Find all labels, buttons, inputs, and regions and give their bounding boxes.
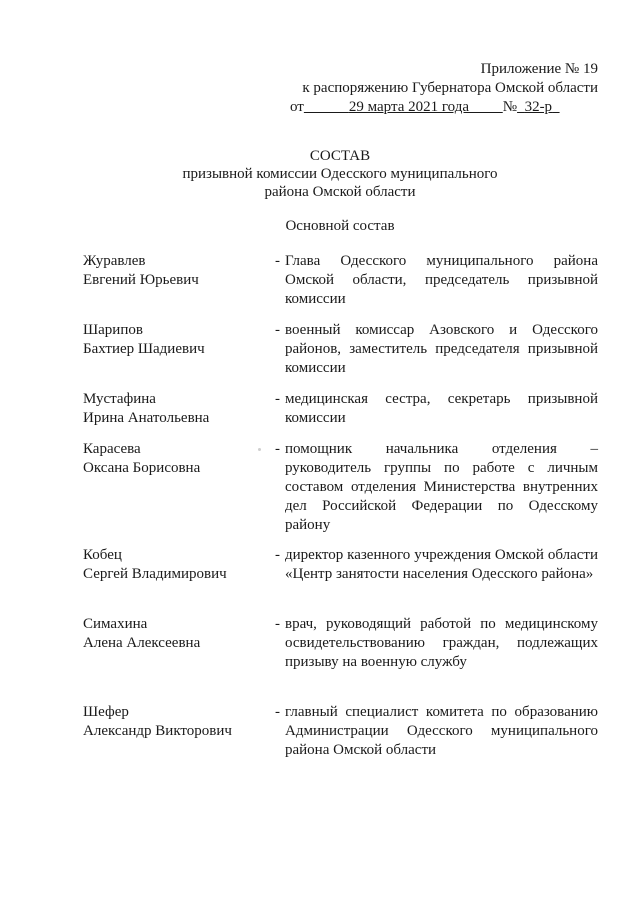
member-name (83, 703, 263, 741)
member-given-names: Александр Викторович (83, 723, 232, 739)
member-name (83, 546, 263, 584)
appendix-number: Приложение № 19 (480, 61, 598, 77)
member-given-names: Бахтиер Шадиевич (83, 341, 205, 357)
order-date-line (290, 98, 598, 117)
member-role: медицинская сестра, секретарь призывной комиссии (285, 391, 598, 426)
member-dash: - (275, 616, 280, 632)
member-name (83, 390, 263, 428)
member-dash: - (275, 253, 280, 269)
appendix-header (290, 60, 598, 117)
title-line-1: призывной комиссии Одесского муниципального (182, 166, 498, 182)
member-role: главный специалист комитета по образованию Администрации Одесского муниципального района Омской области (285, 704, 598, 758)
number-prefix: № (502, 99, 518, 115)
member-given-names: Сергей Владимирович (83, 566, 227, 582)
title-main: СОСТАВ (309, 148, 371, 164)
member-dash: - (275, 322, 280, 338)
member-role: военный комиссар Азовского и Одесского районов, заместитель председателя призывной комиссии (285, 322, 598, 376)
order-number: 32-р (524, 99, 553, 115)
date-prefix: от (290, 99, 304, 115)
member-name (83, 615, 263, 653)
member-role: помощник начальника отделения – руководитель группы по работе с личным составом отделения Министерства внутренних дел Российской Федерации по Одесскому району (285, 441, 598, 533)
order-date: 29 марта 2021 года (348, 99, 469, 115)
member-role: врач, руководящий работой по медицинскому освидетельствованию граждан, подлежащих призыву на военную службу (285, 616, 598, 670)
member-dash: - (275, 391, 280, 407)
member-role: директор казенного учреждения Омской области «Центр занятости населения Одесского района» (285, 547, 598, 582)
scan-speck (258, 448, 261, 451)
member-name (83, 252, 263, 290)
order-reference: к распоряжению Губернатора Омской области (302, 80, 598, 96)
member-dash: - (275, 441, 280, 457)
section-title: Основной состав (285, 218, 395, 234)
member-role: Глава Одесского муниципального района Омской области, председатель призывной комиссии (285, 253, 598, 307)
member-given-names: Оксана Борисовна (83, 460, 201, 476)
member-surname: Шарипов (83, 322, 143, 338)
member-surname: Кобец (83, 547, 122, 563)
member-given-names: Ирина Анатольевна (83, 410, 210, 426)
title-line-2: района Омской области (264, 184, 416, 200)
member-surname: Карасева (83, 441, 141, 457)
member-dash: - (275, 704, 280, 720)
member-surname: Симахина (83, 616, 148, 632)
member-surname: Мустафина (83, 391, 156, 407)
member-name (83, 321, 263, 359)
document-title (150, 147, 530, 201)
member-surname: Журавлев (83, 253, 146, 269)
member-name (83, 440, 263, 478)
member-surname: Шефер (83, 704, 129, 720)
member-dash: - (275, 547, 280, 563)
member-given-names: Евгений Юрьевич (83, 272, 199, 288)
member-given-names: Алена Алексеевна (83, 635, 201, 651)
